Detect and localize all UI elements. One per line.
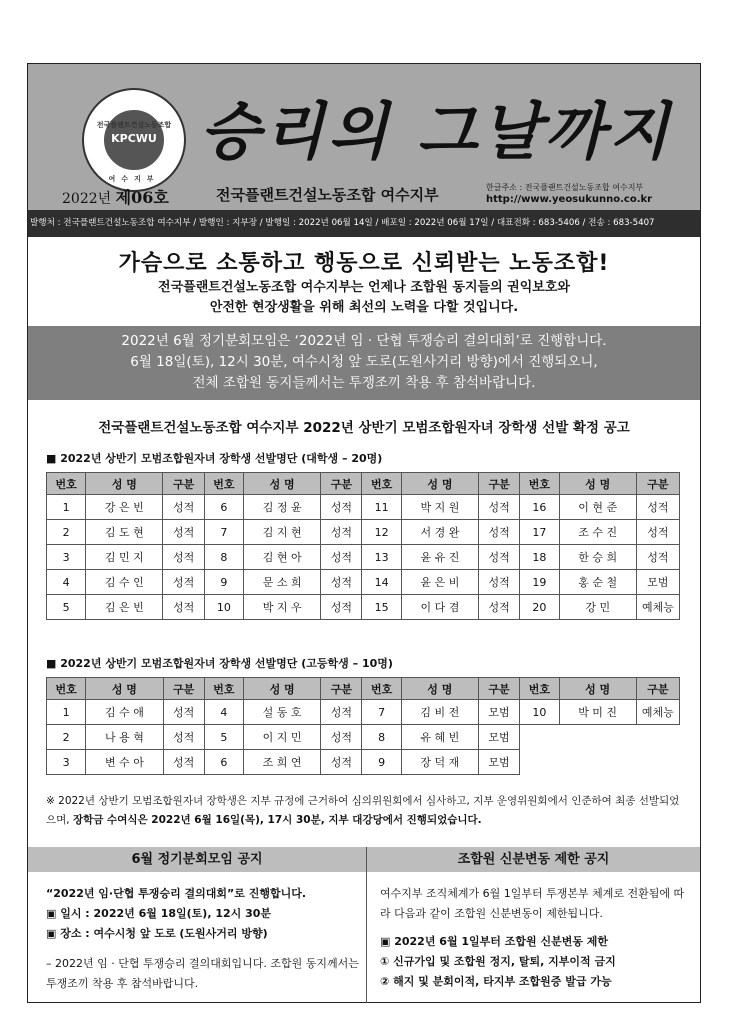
col-type: 구분 — [321, 678, 362, 700]
table-row — [47, 700, 680, 725]
col-name: 성 명 — [244, 473, 321, 495]
cell-name: 서 경 완 — [401, 520, 478, 545]
cell-category: 성적 — [163, 570, 204, 595]
slogan-subtext — [28, 278, 700, 318]
cell-number: 19 — [520, 570, 559, 595]
cell-number: 6 — [204, 750, 243, 775]
meeting-box-content — [46, 884, 364, 994]
cell-number: 7 — [362, 700, 401, 725]
cell-category: 성적 — [321, 725, 362, 750]
table-header-row — [47, 678, 680, 700]
cell-number: 3 — [47, 750, 86, 775]
cell-category: 성적 — [479, 595, 520, 620]
cell-number: 1 — [47, 700, 86, 725]
scholarship-footnote — [46, 792, 686, 830]
table-row — [47, 750, 680, 775]
col-no: 번호 — [362, 678, 401, 700]
cell-name: 윤 유 진 — [401, 545, 478, 570]
col-no: 번호 — [204, 678, 243, 700]
cell-name: 이 현 준 — [559, 495, 636, 520]
cell-number: 16 — [520, 495, 559, 520]
cell-name: 박 지 우 — [244, 595, 321, 620]
cell-category: 성적 — [479, 520, 520, 545]
footnote-bold: 장학금 수여식은 2022년 6월 16일(목), 17시 30분, 지부 대강당에서 진행되었습니다. — [72, 814, 482, 826]
cell-number: 6 — [204, 495, 243, 520]
masthead — [28, 64, 700, 210]
col-name: 성 명 — [243, 678, 320, 700]
cell-category: 성적 — [321, 750, 362, 775]
newsletter-frame — [27, 63, 701, 1003]
notice-line: 6월 18일(토), 12시 30분, 여수시청 앞 도로(도원사거리 방향)에서 진행되오니, — [130, 354, 598, 370]
cell-name — [559, 750, 636, 775]
meeting-date: ▣ 일시 : 2022년 6월 18일(토), 12시 30분 — [46, 907, 272, 920]
cell-name: 문 소 희 — [244, 570, 321, 595]
meeting-note: – 2022년 임 · 단협 투쟁승리 결의대회입니다. 조합원 동지께서는 투쟁조끼 착용 후 참석바랍니다. — [46, 957, 359, 990]
issue-year: 2022년 — [62, 191, 112, 207]
slogan-subtext-line: 전국플랜트건설노동조합 여수지부는 언제나 조합원 동지들의 권익보호와 — [158, 280, 570, 295]
membership-box-content — [380, 884, 690, 992]
cell-name: 박 지 원 — [401, 495, 478, 520]
meeting-notice-banner — [28, 326, 700, 400]
table-row — [47, 495, 680, 520]
meeting-lead: “2022년 임·단협 투쟁승리 결의대회”로 진행합니다. — [46, 887, 307, 900]
cell-number: 9 — [362, 750, 401, 775]
cell-name — [559, 725, 636, 750]
cell-number — [520, 725, 559, 750]
cell-category — [636, 725, 679, 750]
cell-name: 강 민 — [559, 595, 636, 620]
cell-number: 3 — [47, 545, 86, 570]
cell-number — [520, 750, 559, 775]
col-no: 번호 — [362, 473, 401, 495]
col-type: 구분 — [478, 678, 519, 700]
membership-item-2: ② 해지 및 분회이적, 타지부 조합원증 발급 가능 — [380, 975, 612, 988]
membership-item-1: ① 신규가입 및 조합원 정지, 탈퇴, 지부이적 금지 — [380, 955, 616, 968]
cell-number: 1 — [47, 495, 86, 520]
cell-name: 김 지 현 — [244, 520, 321, 545]
cell-category: 성적 — [321, 595, 362, 620]
cell-category: 모범 — [478, 725, 519, 750]
union-seal-logo — [82, 88, 186, 192]
cell-category: 성적 — [163, 700, 204, 725]
cell-category: 성적 — [163, 495, 204, 520]
highschool-scholarship-table — [46, 677, 680, 775]
cell-name: 홍 순 철 — [559, 570, 636, 595]
meeting-place: ▣ 장소 : 여수시청 앞 도로 (도원사거리 방향) — [46, 927, 268, 940]
seal-logo-text: KPCWU — [111, 132, 157, 145]
col-name: 성 명 — [401, 473, 478, 495]
col-type: 구분 — [479, 473, 520, 495]
cell-category: 성적 — [163, 520, 204, 545]
cell-number: 18 — [520, 545, 559, 570]
table-header-row — [47, 473, 680, 495]
cell-name: 김 비 전 — [401, 700, 478, 725]
cell-number: 20 — [520, 595, 559, 620]
notice-line: 전체 조합원 동지들께서는 투쟁조끼 착용 후 참석바랍니다. — [192, 375, 536, 391]
table-row — [47, 570, 680, 595]
highschool-list-title: ■ 2022년 상반기 모범조합원자녀 장학생 선발명단 (고등학생 – 10명) — [46, 657, 393, 670]
col-type: 구분 — [163, 473, 204, 495]
cell-category — [636, 750, 679, 775]
cell-number: 15 — [362, 595, 401, 620]
cell-name: 윤 은 비 — [401, 570, 478, 595]
cell-name: 김 수 인 — [86, 570, 163, 595]
cell-category: 모범 — [478, 750, 519, 775]
issue-label — [62, 185, 169, 208]
cell-name: 설 동 호 — [243, 700, 320, 725]
cell-category: 예체능 — [636, 700, 679, 725]
col-no: 번호 — [520, 678, 559, 700]
cell-category: 성적 — [163, 750, 204, 775]
cell-name: 변 수 아 — [86, 750, 163, 775]
seal-bottom-text: 여수지부 — [108, 175, 160, 183]
cell-category: 성적 — [479, 545, 520, 570]
cell-number: 4 — [204, 700, 243, 725]
cell-category: 성적 — [163, 725, 204, 750]
table-row — [47, 520, 680, 545]
cell-number: 2 — [47, 725, 86, 750]
union-name: 전국플랜트건설노동조합 여수지부 — [216, 186, 439, 204]
cell-number: 14 — [362, 570, 401, 595]
scholarship-announcement-title: 전국플랜트건설노동조합 여수지부 2022년 상반기 모범조합원자녀 장학생 선발 확정 공고 — [98, 420, 630, 436]
cell-category: 성적 — [163, 595, 204, 620]
cell-number: 10 — [204, 595, 243, 620]
cell-category: 성적 — [636, 520, 679, 545]
cell-number: 9 — [204, 570, 243, 595]
slogan-subtext-line: 안전한 현장생활을 위해 최선의 노력을 다할 것입니다. — [209, 300, 519, 315]
cell-category: 성적 — [636, 495, 679, 520]
address-text: 한글주소 : 전국플랜트건설노동조합 여수지부 — [486, 183, 644, 192]
cell-number: 7 — [204, 520, 243, 545]
meeting-box-header: 6월 정기분회모임 공지 — [28, 847, 366, 872]
col-no: 번호 — [520, 473, 559, 495]
table-row — [47, 725, 680, 750]
col-name: 성 명 — [559, 678, 636, 700]
cell-number: 11 — [362, 495, 401, 520]
issue-number: 제06호 — [115, 188, 169, 207]
cell-category: 모범 — [636, 570, 679, 595]
cell-name: 김 민 지 — [86, 545, 163, 570]
membership-box-header: 조합원 신분변동 제한 공지 — [367, 847, 700, 872]
website-url: http://www.yeosukunno.co.kr — [486, 194, 653, 205]
cell-number: 8 — [204, 545, 243, 570]
col-name: 성 명 — [86, 678, 163, 700]
cell-name: 조 수 진 — [559, 520, 636, 545]
seal-ring-text: 전국플랜트건설노동조합 — [96, 121, 172, 129]
cell-name: 장 덕 재 — [401, 750, 478, 775]
cell-number: 4 — [47, 570, 86, 595]
cell-name: 이 다 겸 — [401, 595, 478, 620]
cell-name: 김 은 빈 — [86, 595, 163, 620]
notice-line: 2022년 6월 정기분회모임은 ‘2022년 임 · 단협 투쟁승리 결의대회’로 진행합니다. — [121, 333, 607, 349]
cell-name: 김 도 현 — [86, 520, 163, 545]
cell-number: 12 — [362, 520, 401, 545]
col-no: 번호 — [47, 473, 86, 495]
cell-category: 성적 — [321, 570, 362, 595]
cell-number: 10 — [520, 700, 559, 725]
cell-name: 한 승 희 — [559, 545, 636, 570]
col-no: 번호 — [204, 473, 243, 495]
cell-category: 성적 — [321, 700, 362, 725]
col-type: 구분 — [636, 473, 679, 495]
cell-number: 17 — [520, 520, 559, 545]
cell-category: 성적 — [479, 570, 520, 595]
cell-category: 예체능 — [636, 595, 679, 620]
publication-info-bar: 발행처 : 전국플랜트건설노동조합 여수지부 / 발행인 : 지부장 / 발행일 : 2022년 06월 14일 / 배포일 : 2022년 06월 17일 / 대표전화 : 683-5406 / 전송 : 683-5407 — [28, 210, 700, 237]
cell-name: 김 정 윤 — [244, 495, 321, 520]
membership-rule: ▣ 2022년 6월 1일부터 조합원 신분변동 제한 — [380, 935, 609, 948]
university-list-title: ■ 2022년 상반기 모범조합원자녀 장학생 선발명단 (대학생 – 20명) — [46, 452, 383, 465]
university-scholarship-table — [46, 472, 680, 620]
cell-category: 성적 — [321, 520, 362, 545]
cell-name: 박 미 진 — [559, 700, 636, 725]
col-no: 번호 — [47, 678, 86, 700]
cell-number: 13 — [362, 545, 401, 570]
contact-info — [486, 182, 652, 206]
cell-name: 김 현 아 — [244, 545, 321, 570]
col-name: 성 명 — [86, 473, 163, 495]
cell-category: 성적 — [321, 545, 362, 570]
col-type: 구분 — [163, 678, 204, 700]
cell-number: 2 — [47, 520, 86, 545]
cell-name: 이 지 민 — [243, 725, 320, 750]
cell-name: 강 은 빈 — [86, 495, 163, 520]
cell-number: 8 — [362, 725, 401, 750]
cell-category: 성적 — [321, 495, 362, 520]
table-row — [47, 545, 680, 570]
cell-category: 성적 — [636, 545, 679, 570]
col-type: 구분 — [321, 473, 362, 495]
cell-category: 모범 — [478, 700, 519, 725]
box-divider — [366, 847, 367, 1003]
slogan-headline: 가슴으로 소통하고 행동으로 신뢰받는 노동조합! — [118, 251, 610, 276]
table-row — [47, 595, 680, 620]
cell-number: 5 — [204, 725, 243, 750]
cell-name: 나 용 혁 — [86, 725, 163, 750]
col-type: 구분 — [636, 678, 679, 700]
cell-name: 유 혜 빈 — [401, 725, 478, 750]
cell-category: 성적 — [163, 545, 204, 570]
cell-category: 성적 — [479, 495, 520, 520]
newsletter-title: 승리의 그날까지 — [200, 95, 673, 168]
cell-name: 김 수 애 — [86, 700, 163, 725]
cell-number: 5 — [47, 595, 86, 620]
membership-intro: 여수지부 조직체계가 6월 1일부터 투쟁본부 체계로 전환됨에 따라 다음과 같이 조합원 신분변동이 제한됩니다. — [380, 887, 685, 920]
col-name: 성 명 — [559, 473, 636, 495]
col-name: 성 명 — [401, 678, 478, 700]
cell-name: 조 희 연 — [243, 750, 320, 775]
footnote-text: ※ 2022년 상반기 모범조합원자녀 장학생은 지부 규정에 근거하여 심의위원회에서 심사하고, 지부 운영위원회에서 인준하여 최종 선발되었으며, — [46, 795, 680, 826]
